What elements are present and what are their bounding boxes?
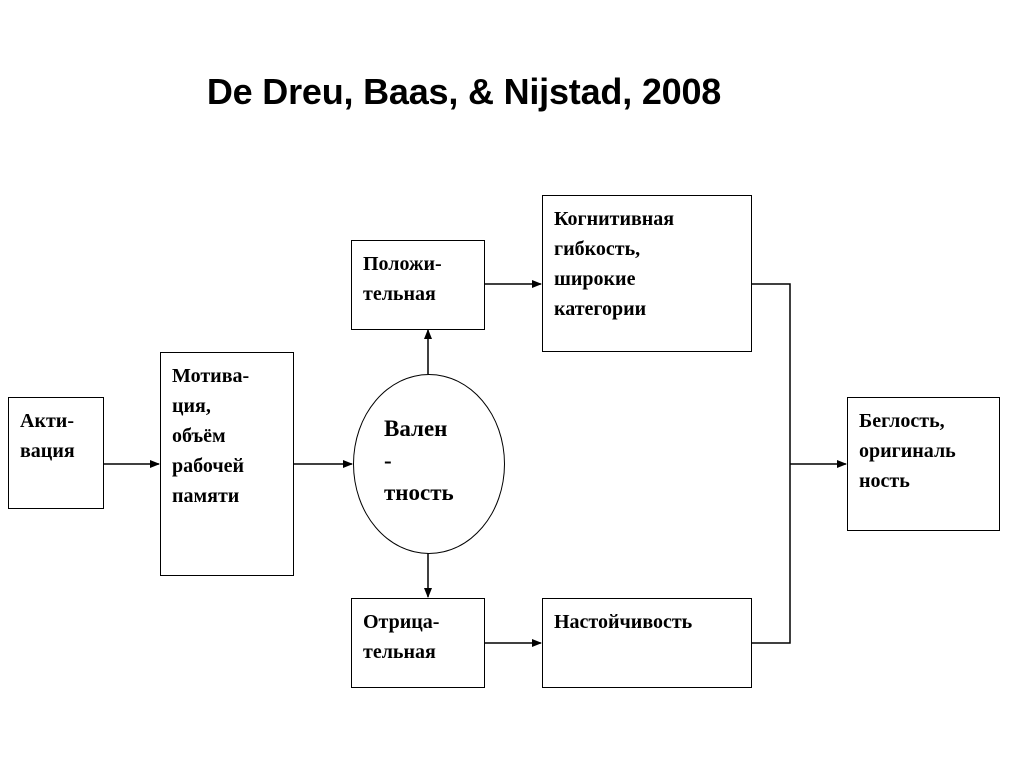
node-cognitive-flexibility (542, 195, 752, 352)
node-fluency-originality (847, 397, 1000, 531)
node-fluency-line-2: оригиналь (859, 440, 956, 462)
node-motivation-line-5: памяти (172, 485, 240, 507)
node-activation-line-2: вация (20, 440, 75, 462)
node-negative-line-2: тельная (363, 641, 436, 663)
node-valence (353, 374, 505, 554)
node-motivation (160, 352, 294, 576)
node-persistence-line-1: Настойчивость (554, 611, 693, 633)
node-persistence (542, 598, 752, 688)
node-flexibility-line-3: широкие (554, 268, 636, 290)
node-activation-line-1: Акти- (20, 410, 74, 432)
node-positive-line-2: тельная (363, 283, 436, 305)
node-valence-line-3: тность (384, 480, 454, 505)
node-motivation-line-1: Мотива- (172, 365, 250, 387)
node-fluency-line-3: ность (859, 470, 910, 492)
node-motivation-line-2: ция, (172, 395, 211, 417)
node-negative (351, 598, 485, 688)
node-fluency-line-1: Беглость, (859, 410, 945, 432)
node-activation (8, 397, 104, 509)
node-valence-line-1: Вален (384, 416, 448, 441)
node-flexibility-line-2: гибкость, (554, 238, 641, 260)
node-motivation-line-3: объём (172, 425, 226, 447)
diagram-title: De Dreu, Baas, & Nijstad, 2008 (206, 71, 722, 112)
connector-flexibility-to-merge (752, 284, 790, 464)
node-positive (351, 240, 485, 330)
node-motivation-line-4: рабочей (172, 455, 245, 477)
node-flexibility-line-1: Когнитивная (554, 208, 675, 230)
connector-persistence-to-merge (752, 464, 790, 643)
node-flexibility-line-4: категории (554, 298, 647, 320)
node-valence-line-2: - (384, 448, 392, 473)
node-positive-line-1: Положи- (363, 253, 442, 275)
node-negative-line-1: Отрица- (363, 611, 440, 633)
